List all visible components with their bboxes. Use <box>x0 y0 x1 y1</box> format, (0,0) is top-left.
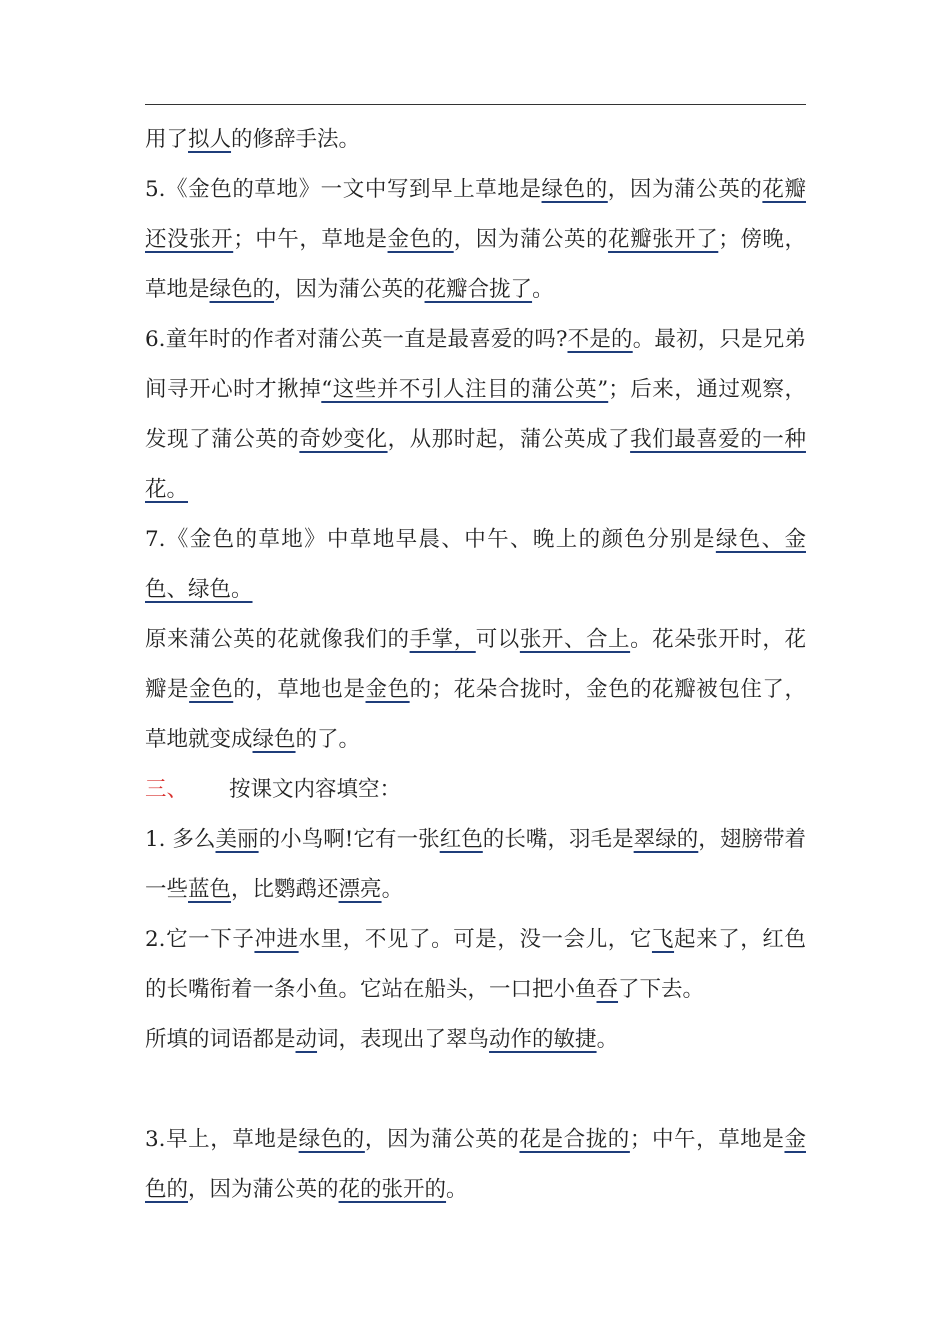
answer-blank: 花瓣合拢了 <box>424 277 533 302</box>
answer-blank: 红色 <box>439 827 483 852</box>
answer-blank: 动 <box>295 1027 318 1052</box>
paragraph-fill-2 <box>145 915 806 1015</box>
answer-blank: 美丽 <box>215 827 259 852</box>
answer-blank: 我们最喜爱的一种花。 <box>145 427 806 502</box>
answer-blank: 翠绿的 <box>633 827 699 852</box>
text-segment: 3.早上，草地是 <box>145 1127 299 1152</box>
text-segment: 。最初，只是兄弟间寻开心时才揪掉 <box>145 327 806 402</box>
text-segment: ，因为蒲公英的 <box>453 227 609 252</box>
text-segment: ；傍晚，草地是 <box>145 227 806 302</box>
answer-blank: 绿色的 <box>298 1127 365 1152</box>
section-number: 三、 <box>145 777 189 802</box>
answer-blank: 蓝色 <box>188 877 232 902</box>
answer-blank: 金色 <box>189 677 234 702</box>
paragraph-fill-1 <box>145 815 806 915</box>
text-segment: 6.童年时的作者对蒲公英一直是最喜爱的吗? <box>145 327 568 352</box>
text-segment: 。 <box>596 1027 619 1052</box>
answer-blank: 花瓣还没张开 <box>145 177 806 252</box>
text-segment: ，比鹦鹉还 <box>231 877 339 902</box>
text-segment: 1. 多么 <box>145 827 216 852</box>
text-segment: 。 <box>446 1177 468 1202</box>
text-segment: 可以 <box>475 627 520 652</box>
answer-blank: 张开、合上 <box>519 627 631 652</box>
text-segment: ，因为蒲公英的 <box>364 1127 520 1152</box>
answer-blank: 金色的 <box>387 227 454 252</box>
text-segment: 按课文内容填空： <box>188 777 402 802</box>
paragraph-item-6 <box>145 315 806 515</box>
text-segment: ，因为蒲公英的 <box>274 277 425 302</box>
paragraph-fill-3 <box>145 1115 806 1215</box>
text-segment: 。 <box>381 877 404 902</box>
text-segment: 原来蒲公英的花就像我们的 <box>145 627 410 652</box>
text-segment: 的，草地也是 <box>233 677 366 702</box>
text-segment: 。花朵张开时，花瓣是 <box>145 627 806 702</box>
answer-blank: 绿色的 <box>209 277 275 302</box>
paragraph-line-rhetoric <box>145 115 806 165</box>
text-segment: 5.《金色的草地》一文中写到早上草地是 <box>145 177 542 202</box>
answer-blank: 金色 <box>365 677 410 702</box>
text-segment: 起来了，红色的长嘴衔着一条小鱼。它站在船头，一口把小鱼 <box>145 927 806 1002</box>
answer-blank: 金色的 <box>145 1127 806 1202</box>
answer-blank: “这些并不引人注目的蒲公英” <box>321 377 609 402</box>
answer-blank: 飞 <box>651 927 675 952</box>
answer-blank: 花瓣张开了 <box>608 227 719 252</box>
answer-blank: 花的张开的 <box>338 1177 447 1202</box>
text-segment: ，翅膀带着一些 <box>145 827 806 902</box>
text-segment: ；后来，通过观察，发现了蒲公英的 <box>145 377 806 452</box>
text-segment: 词，表现出了翠鸟 <box>317 1027 490 1052</box>
text-segment: 的长嘴，羽毛是 <box>482 827 634 852</box>
answer-blank: 不是的 <box>567 327 633 352</box>
paragraph-explanation <box>145 615 806 765</box>
answer-blank: 绿色的 <box>541 177 608 202</box>
text-segment: 的；花朵合拢时，金色的花瓣被包住了，草地就变成 <box>145 677 806 752</box>
text-segment: 水里，不见了。可是，没一会儿，它 <box>298 927 652 952</box>
answer-blank: 漂亮 <box>338 877 382 902</box>
text-segment: 的了。 <box>295 727 361 752</box>
paragraph-section-3-heading <box>145 765 806 815</box>
answer-blank: 奇妙变化 <box>299 427 388 452</box>
text-segment: ，因为蒲公英的 <box>607 177 763 202</box>
answer-blank: 拟人 <box>188 127 232 152</box>
paragraph-item-7 <box>145 515 806 615</box>
text-segment: ；中午，草地是 <box>233 227 388 252</box>
answer-blank: 吞 <box>596 977 619 1002</box>
text-segment: 了下去。 <box>618 977 705 1002</box>
text-segment: ；中午，草地是 <box>629 1127 785 1152</box>
text-segment: 所填的词语都是 <box>145 1027 296 1052</box>
text-segment: 用了 <box>145 127 189 152</box>
paragraph-item-5 <box>145 165 806 315</box>
answer-blank: 手掌， <box>409 627 476 652</box>
text-segment: 2.它一下子 <box>145 927 255 952</box>
text-segment: 7.《金色的草地》中草地早晨、中午、晚上的颜色分别是 <box>145 527 716 552</box>
text-segment: 的修辞手法。 <box>231 127 361 152</box>
text-segment: 的小鸟啊!它有一张 <box>258 827 440 852</box>
text-segment: 。 <box>532 277 554 302</box>
paragraph-gap <box>145 1065 806 1115</box>
answer-blank: 冲进 <box>254 927 299 952</box>
answer-blank: 花是合拢的 <box>519 1127 630 1152</box>
answer-blank: 动作的敏捷 <box>489 1027 597 1052</box>
paragraph-fill-summary <box>145 1015 806 1065</box>
text-segment: ，从那时起，蒲公英成了 <box>387 427 631 452</box>
header-rule <box>145 104 806 105</box>
text-segment: ，因为蒲公英的 <box>188 1177 339 1202</box>
document-body <box>145 115 806 1215</box>
answer-blank: 绿色、金色、绿色。 <box>145 527 806 602</box>
answer-blank: 绿色 <box>252 727 296 752</box>
